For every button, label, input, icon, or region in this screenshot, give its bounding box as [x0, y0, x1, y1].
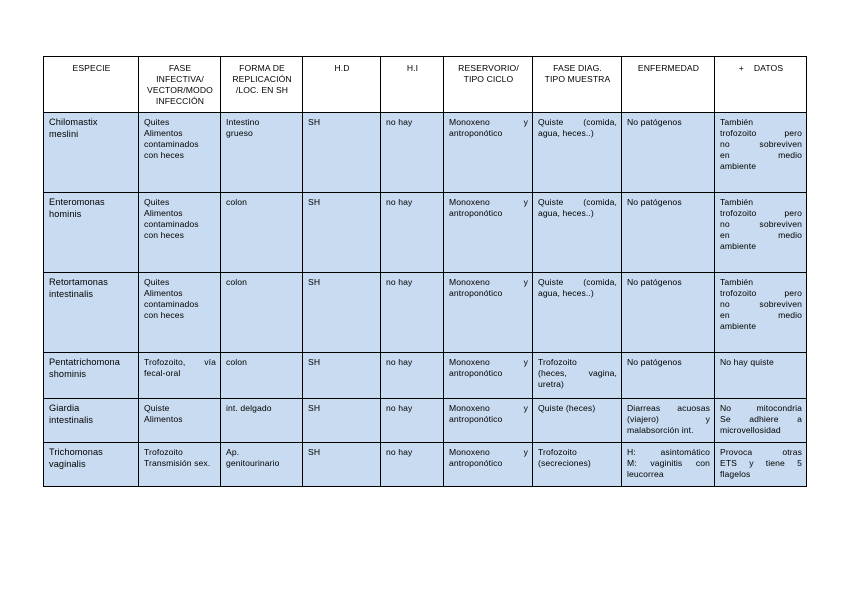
- cell-line: colon: [226, 277, 248, 287]
- cell-hd: [303, 399, 381, 443]
- cell-hd: [303, 113, 381, 193]
- cell-hi: [381, 193, 444, 273]
- cell-datos: [715, 399, 807, 443]
- header-row: [44, 57, 807, 113]
- header-hd: H.D: [303, 57, 381, 113]
- cell-line: trofozoito pero: [720, 128, 802, 138]
- cell-line: Alimentos: [144, 128, 183, 138]
- cell-diag: [533, 443, 622, 487]
- cell-datos: [715, 273, 807, 353]
- cell-especie: [44, 113, 139, 193]
- cell-line: Diarreas acuosas: [627, 403, 710, 413]
- cell-line: Monoxeno y: [449, 447, 528, 457]
- cell-line: fecal-oral: [144, 368, 181, 378]
- cell-line: (secreciones): [538, 458, 591, 468]
- cell-line: antroponótico: [449, 288, 503, 298]
- cell-line: M: vaginitis con: [627, 458, 710, 468]
- cell-line: Ap.: [226, 447, 240, 457]
- cell-hd: [303, 353, 381, 399]
- cell-line: ambiente: [720, 321, 757, 331]
- cell-line: Quites: [144, 197, 170, 207]
- cell-line: antroponótico: [449, 458, 503, 468]
- cell-line: agua, heces..): [538, 288, 594, 298]
- cell-line: Giardia: [49, 403, 80, 413]
- cell-line: H: asintomático: [627, 447, 710, 457]
- cell-line: meslini: [49, 128, 79, 139]
- cell-diag: [533, 273, 622, 353]
- cell-line: antroponótico: [449, 128, 503, 138]
- cell-forma: [221, 353, 303, 399]
- cell-datos: [715, 193, 807, 273]
- cell-line: También: [720, 277, 754, 287]
- cell-especie: [44, 193, 139, 273]
- cell-line: Monoxeno y: [449, 277, 528, 287]
- cell-line: en medio: [720, 150, 802, 160]
- cell-line: antroponótico: [449, 368, 503, 378]
- cell-hi: [381, 399, 444, 443]
- header-datos: + DATOS: [715, 57, 807, 113]
- cell-line: trofozoito pero: [720, 288, 802, 298]
- cell-line: Retortamonas: [49, 277, 108, 287]
- cell-enfermedad: [622, 273, 715, 353]
- cell-line: agua, heces..): [538, 128, 594, 138]
- table-row: [44, 273, 807, 353]
- cell-line: Trofozoito, vía: [144, 357, 216, 367]
- header-reservorio: RESERVORIO/ TIPO CICLO: [444, 57, 533, 113]
- cell-enfermedad: [622, 193, 715, 273]
- cell-especie: [44, 273, 139, 353]
- cell-line: ambiente: [720, 161, 757, 171]
- cell-hd: [303, 193, 381, 273]
- cell-line: Monoxeno y: [449, 197, 528, 207]
- cell-diag: [533, 113, 622, 193]
- cell-forma: [221, 273, 303, 353]
- cell-fase: [139, 399, 221, 443]
- cell-reservorio: [444, 113, 533, 193]
- cell-line: No patógenos: [627, 117, 682, 127]
- cell-line: Quiste (comida,: [538, 117, 617, 127]
- cell-forma: [221, 399, 303, 443]
- cell-hi: [381, 273, 444, 353]
- cell-diag: [533, 399, 622, 443]
- cell-text: SH: [308, 117, 321, 127]
- cell-line: agua, heces..): [538, 208, 594, 218]
- cell-line: Monoxeno y: [449, 403, 528, 413]
- cell-line: grueso: [226, 128, 253, 138]
- cell-line: en medio: [720, 230, 802, 240]
- header-enfermedad: ENFERMEDAD: [622, 57, 715, 113]
- cell-line: No patógenos: [627, 357, 682, 367]
- cell-line: No patógenos: [627, 277, 682, 287]
- cell-line: ETS y tiene 5: [720, 458, 802, 468]
- cell-line: no sobreviven: [720, 299, 802, 309]
- table-row: [44, 443, 807, 487]
- cell-line: hominis: [49, 208, 82, 219]
- cell-datos: [715, 443, 807, 487]
- cell-forma: [221, 443, 303, 487]
- cell-diag: [533, 193, 622, 273]
- cell-line: ambiente: [720, 241, 757, 251]
- cell-text: SH: [308, 277, 321, 287]
- cell-line: no sobreviven: [720, 219, 802, 229]
- cell-diag: [533, 353, 622, 399]
- cell-fase: [139, 353, 221, 399]
- cell-line: trofozoito pero: [720, 208, 802, 218]
- cell-datos: [715, 353, 807, 399]
- cell-reservorio: [444, 193, 533, 273]
- cell-line: No mitocondria: [720, 403, 802, 413]
- cell-text: SH: [308, 403, 321, 413]
- cell-line: con heces: [144, 230, 185, 240]
- cell-line: Trofozoito: [144, 447, 183, 457]
- cell-text: no hay: [386, 277, 413, 287]
- cell-text: no hay: [386, 117, 413, 127]
- header-hi: H.I: [381, 57, 444, 113]
- cell-text: SH: [308, 357, 321, 367]
- cell-line: Se adhiere a: [720, 414, 802, 424]
- table-row: [44, 113, 807, 193]
- cell-line: (heces, vagina,: [538, 368, 617, 378]
- cell-hd: [303, 273, 381, 353]
- cell-fase: [139, 113, 221, 193]
- cell-line: También: [720, 117, 754, 127]
- cell-hi: [381, 353, 444, 399]
- cell-forma: [221, 193, 303, 273]
- parasite-table: [43, 56, 807, 487]
- cell-forma: [221, 113, 303, 193]
- cell-line: int. delgado: [226, 403, 272, 413]
- cell-line: intestinalis: [49, 288, 94, 299]
- cell-line: uretra): [538, 379, 565, 389]
- cell-line: Alimentos: [144, 414, 183, 424]
- cell-enfermedad: [622, 113, 715, 193]
- cell-enfermedad: [622, 443, 715, 487]
- cell-line: También: [720, 197, 754, 207]
- cell-line: Quites: [144, 277, 170, 287]
- cell-text: no hay: [386, 447, 413, 457]
- cell-line: Alimentos: [144, 208, 183, 218]
- table-row: [44, 399, 807, 443]
- cell-fase: [139, 193, 221, 273]
- cell-line: Provoca otras: [720, 447, 802, 457]
- cell-line: contaminados: [144, 219, 199, 229]
- cell-line: contaminados: [144, 299, 199, 309]
- cell-line: antroponótico: [449, 208, 503, 218]
- cell-line: intestinalis: [49, 414, 94, 425]
- header-forma-replicacion: FORMA DE REPLICACIÓN /LOC. EN SH: [221, 57, 303, 113]
- cell-hi: [381, 443, 444, 487]
- cell-line: contaminados: [144, 139, 199, 149]
- cell-fase: [139, 443, 221, 487]
- cell-line: con heces: [144, 150, 185, 160]
- cell-reservorio: [444, 353, 533, 399]
- cell-line: Trofozoito: [538, 357, 577, 367]
- cell-text: no hay: [386, 403, 413, 413]
- cell-line: genitourinario: [226, 458, 280, 468]
- cell-reservorio: [444, 273, 533, 353]
- cell-line: Monoxeno y: [449, 117, 528, 127]
- cell-especie: [44, 399, 139, 443]
- cell-line: (viajero) y: [627, 414, 710, 424]
- cell-reservorio: [444, 443, 533, 487]
- header-fase-infectiva: FASE INFECTIVA/ VECTOR/MODO INFECCIÓN: [139, 57, 221, 113]
- cell-hd: [303, 443, 381, 487]
- header-fase-diag: FASE DIAG. TIPO MUESTRA: [533, 57, 622, 113]
- header-especie: ESPECIE: [44, 57, 139, 113]
- cell-line: flagelos: [720, 469, 751, 479]
- cell-line: microvellosidad: [720, 425, 781, 435]
- cell-datos: [715, 113, 807, 193]
- cell-line: colon: [226, 357, 248, 367]
- cell-line: Transmisión sex.: [144, 458, 211, 468]
- cell-enfermedad: [622, 399, 715, 443]
- cell-line: Quiste (comida,: [538, 197, 617, 207]
- cell-line: Trichomonas: [49, 447, 103, 457]
- cell-line: colon: [226, 197, 248, 207]
- cell-line: Quiste: [144, 403, 170, 413]
- cell-text: SH: [308, 197, 321, 207]
- cell-text: no hay: [386, 197, 413, 207]
- cell-line: malabsorción int.: [627, 425, 694, 435]
- table-row: [44, 353, 807, 399]
- cell-reservorio: [444, 399, 533, 443]
- cell-line: Intestino: [226, 117, 260, 127]
- cell-line: Alimentos: [144, 288, 183, 298]
- cell-line: Quiste (comida,: [538, 277, 617, 287]
- cell-especie: [44, 353, 139, 399]
- cell-line: Monoxeno y: [449, 357, 528, 367]
- cell-line: con heces: [144, 310, 185, 320]
- cell-especie: [44, 443, 139, 487]
- cell-text: SH: [308, 447, 321, 457]
- cell-line: Chilomastix: [49, 117, 98, 127]
- table-row: [44, 193, 807, 273]
- cell-line: antroponótico: [449, 414, 503, 424]
- cell-line: No patógenos: [627, 197, 682, 207]
- cell-text: no hay: [386, 357, 413, 367]
- cell-line: Trofozoito: [538, 447, 577, 457]
- cell-line: no sobreviven: [720, 139, 802, 149]
- cell-line: Quites: [144, 117, 170, 127]
- cell-line: Quiste (heces): [538, 403, 596, 413]
- cell-line: en medio: [720, 310, 802, 320]
- cell-line: No hay quiste: [720, 357, 774, 367]
- cell-fase: [139, 273, 221, 353]
- cell-line: Pentatrichomona: [49, 357, 120, 367]
- cell-line: Enteromonas: [49, 197, 105, 207]
- cell-enfermedad: [622, 353, 715, 399]
- cell-line: vaginalis: [49, 458, 86, 469]
- cell-hi: [381, 113, 444, 193]
- cell-line: leucorrea: [627, 469, 664, 479]
- cell-line: shominis: [49, 368, 87, 379]
